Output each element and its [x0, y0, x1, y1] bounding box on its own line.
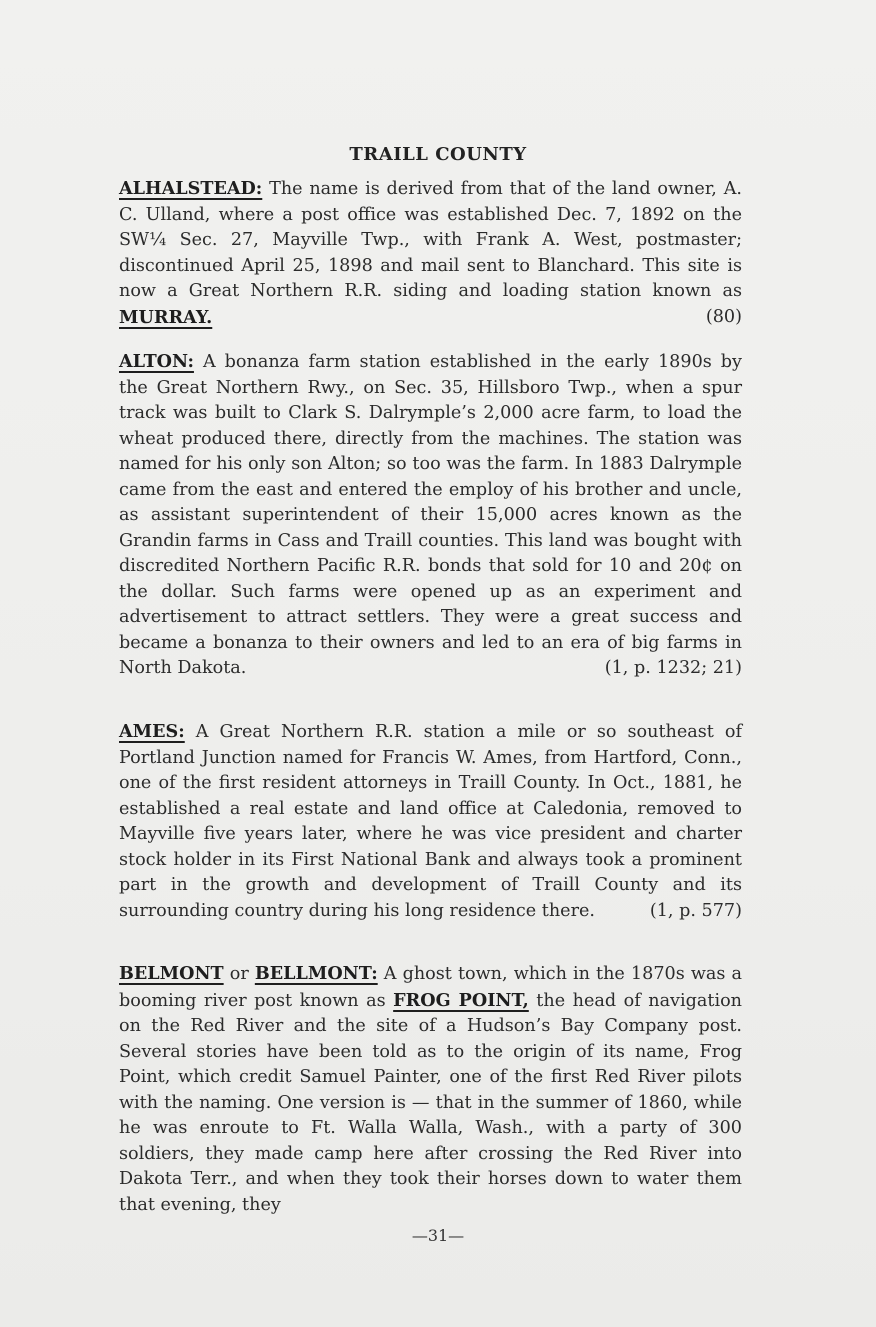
entry-headword-alt: BELLMONT:	[254, 963, 378, 984]
entry-text: A ghost town, which in the 1870s was a booming river post known as	[119, 964, 742, 1011]
page-title: TRAILL COUNTY	[349, 144, 527, 165]
entry-alhalstead	[119, 176, 742, 331]
entry-text: The name is derived from that of the land owner, A. C. Ulland, where a post office was established Dec. 7, 1892 on the SW¼ Sec. 27, Mayville Twp., with Frank A. West, postmaster; discontinued April 25, 1898 and mail sent to Blanchard. This site is now a Great Northern R.R. siding and loading station known as	[119, 179, 742, 301]
entry-body	[119, 176, 742, 331]
cross-reference: FROG POINT,	[393, 989, 529, 1011]
entry-belmont	[119, 961, 742, 1218]
entry-body	[119, 961, 742, 1218]
source-reference: (1, p. 1232; 21)	[604, 658, 742, 678]
entry-body	[119, 349, 742, 682]
page-number: —31—	[411, 1226, 465, 1245]
entry-text: A bonanza farm station established in the early 1890s by the Great Northern Rwy., on Sec. 35, Hillsboro Twp., when a spur track was built to Clark S. Dalrymple’s 2,000 acre farm, to load the wheat produced there, directly from the machines. The station was named for his only son Alton; so too was the farm. In 1883 Dalrymple came from the east and entered the employ of his brother and uncle, as assistant superintendent of their 15,000 acres known as the Grandin farms in Cass and Traill counties. This land was bought with discredited Northern Pacific R.R. bonds that sold for 10 and 20¢ on the dollar. Such farms were opened up as an experiment and advertisement to attract settlers. They were a great success and became a bonanza to their owners and led to an era of big farms in North Dakota.	[119, 352, 742, 678]
entry-headword: ALTON:	[119, 351, 194, 372]
cross-reference: MURRAY.	[119, 306, 213, 328]
source-reference: (80)	[705, 306, 742, 327]
source-reference: (1, p. 577)	[649, 900, 742, 921]
entry-headword: ALHALSTEAD:	[119, 178, 263, 199]
entry-connector: or	[223, 964, 255, 984]
entry-body	[119, 719, 742, 924]
entry-text-continued: the head of navigation on the Red River and the site of a Hudson’s Bay Company post. Several stories have been told as to the origin of its name, Frog Point, which credit Samuel Painter, one of the first Red River pilots with the naming. One version is — that in the summer of 1860, while he was enroute to Ft. Walla Walla, Wash., with a party of 300 soldiers, they made camp here after crossing the Red River into Dakota Terr., and when they took their horses down to water them that evening, they	[119, 990, 742, 1215]
entry-headword: BELMONT	[119, 963, 224, 984]
entry-ames	[119, 719, 742, 924]
entry-text: A Great Northern R.R. station a mile or so southeast of Portland Junction named for Francis W. Ames, from Hartford, Conn., one of the first resident attorneys in Traill County. In Oct., 1881, he established a real estate and land office at Caledonia, removed to Mayville five years later, where he was vice president and charter stock holder in its First National Bank and always took a prominent part in the growth and development of Traill County and its surrounding country during his long residence there.	[119, 722, 742, 921]
entry-headword: AMES:	[119, 721, 185, 742]
entry-alton	[119, 349, 742, 682]
